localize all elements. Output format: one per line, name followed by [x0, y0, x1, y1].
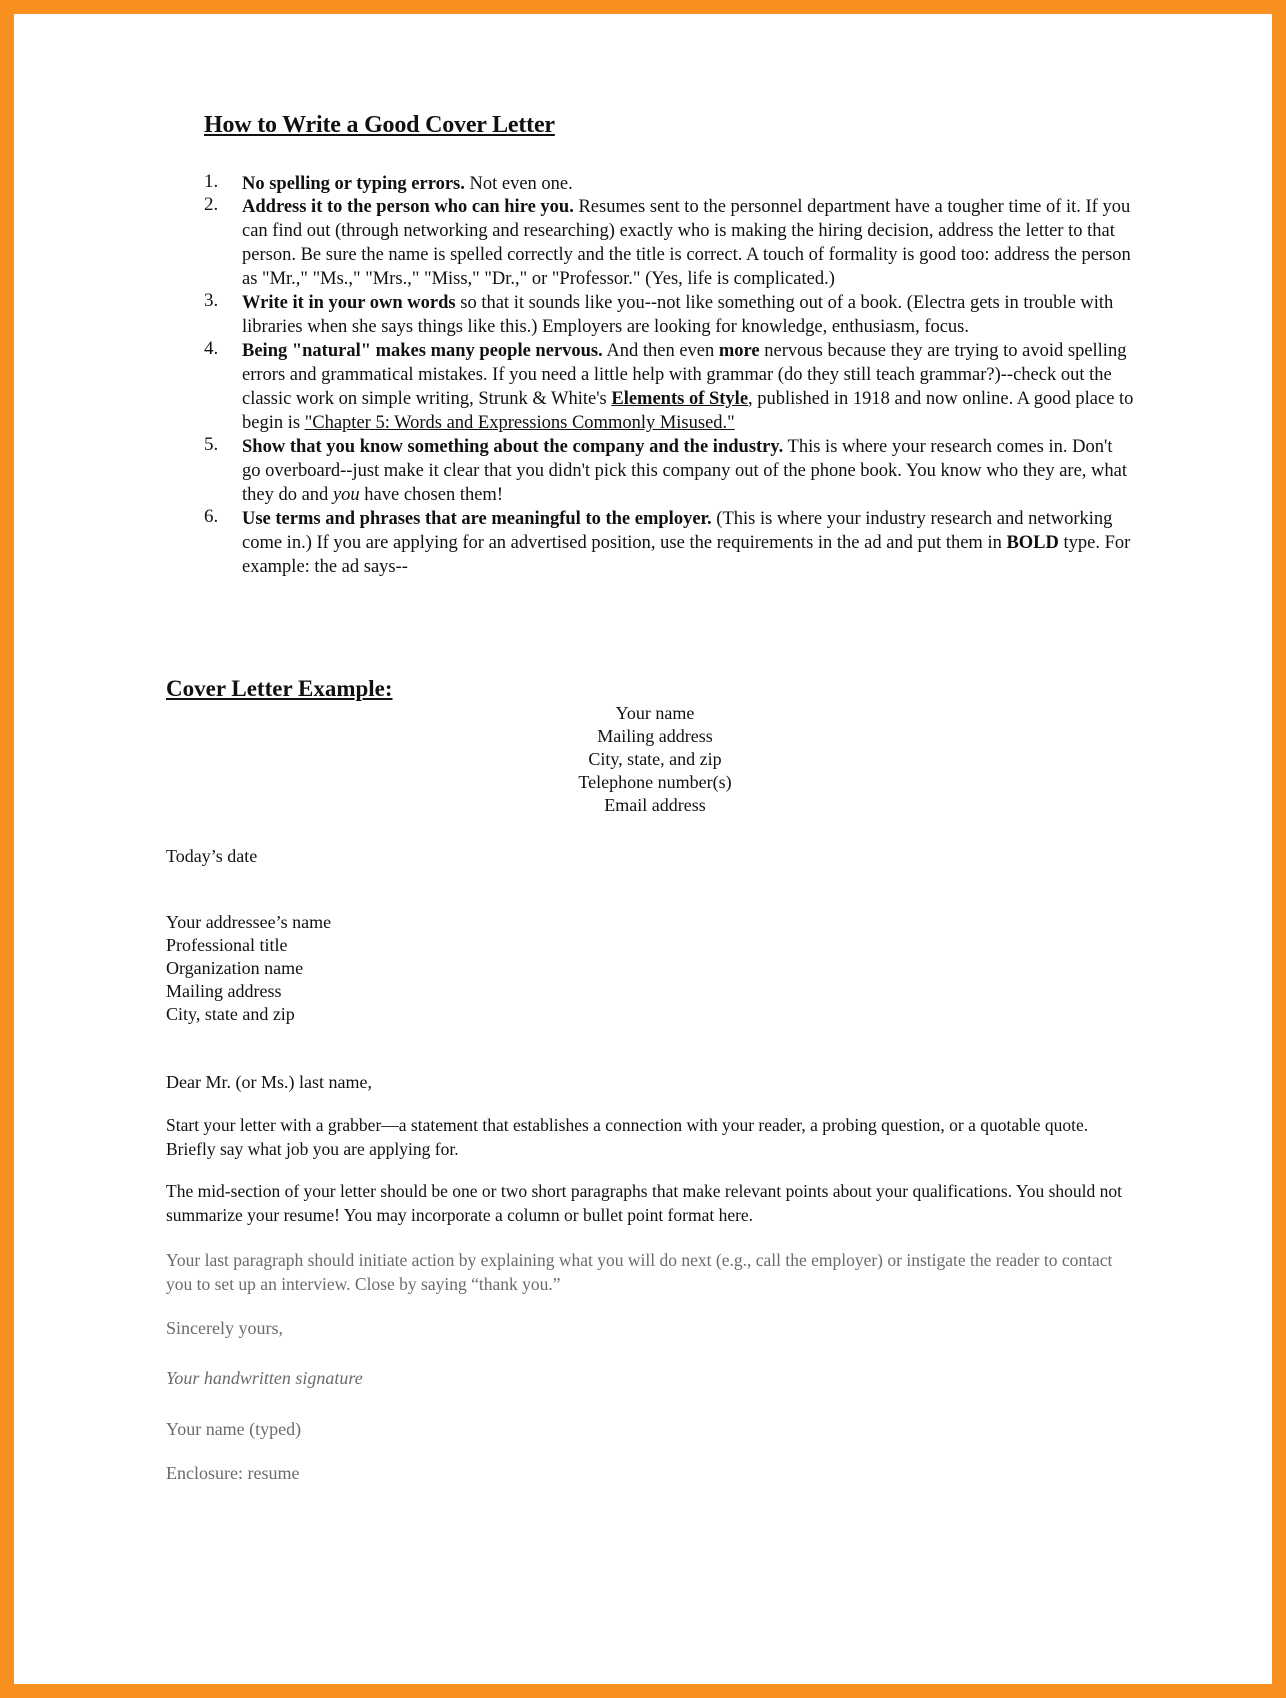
- signature-placeholder: Your handwritten signature: [166, 1368, 363, 1388]
- tip-text: nervous because they are trying to avoid spelling errors and grammatical mistakes. If you need a little help with grammar (do they still teach grammar?)--check out the classic work on simple writing, Strunk & White's: [242, 341, 1127, 409]
- tip-text: have chosen them!: [359, 485, 503, 505]
- tip-text: (This is where your industry research and networking come in.) If you are applying for an advertised position, use the requirements in the ad and put them in: [242, 509, 1113, 553]
- tip-text: type. For example: the ad says--: [242, 533, 1131, 577]
- tip-text: , published in 1918 and now online. A good place to begin is: [242, 389, 1134, 433]
- sender-city-state-zip: City, state, and zip: [588, 749, 722, 769]
- tip-text: And then even: [602, 341, 719, 361]
- tip-emphasis: you: [332, 485, 360, 505]
- tip-heading: Being "natural" makes many people nervous.: [242, 341, 603, 361]
- closing-phrase: Sincerely yours,: [166, 1318, 283, 1338]
- sender-telephone: Telephone number(s): [578, 772, 732, 792]
- letter-paragraph-middle: The mid-section of your letter should be one or two short paragraphs that make relevant points about your qualifications. You should not summarize your resume! You may incorporate a column or bullet point format here.: [166, 1181, 1122, 1225]
- tip-emphasis: more: [718, 341, 760, 361]
- letter-paragraph-closing: Your last paragraph should initiate action by explaining what you will do next (e.g., call the employer) or instigate the reader to contact you to set up an interview. Close by saying “thank you.”: [166, 1250, 1113, 1294]
- salutation: Dear Mr. (or Ms.) last name,: [166, 1072, 372, 1092]
- tip-heading: Use terms and phrases that are meaningful to the employer.: [242, 509, 712, 529]
- tip-number: 1.: [204, 171, 219, 192]
- tip-text: This is where your research comes in. Don't go overboard--just make it clear that you didn't pick this company out of the phone book. You know who they are, what they do and: [242, 437, 1127, 505]
- tip-emphasis: BOLD: [1006, 533, 1059, 553]
- tip-number: 3.: [204, 290, 219, 311]
- recipient-title: Professional title: [166, 935, 288, 955]
- page-title: How to Write a Good Cover Letter: [204, 112, 555, 138]
- sender-name: Your name: [615, 703, 695, 723]
- tip-number: 2.: [204, 194, 219, 215]
- tip-number: 5.: [204, 434, 219, 455]
- recipient-organization: Organization name: [166, 958, 304, 978]
- section-heading: Cover Letter Example:: [166, 676, 393, 701]
- enclosure-line: Enclosure: resume: [166, 1463, 300, 1483]
- elements-of-style-link[interactable]: Elements of Style: [611, 389, 749, 409]
- chapter-5-link[interactable]: "Chapter 5: Words and Expressions Commonly Misused.": [304, 413, 735, 433]
- tip-heading: Show that you know something about the company and the industry.: [242, 437, 784, 457]
- tip-heading: No spelling or typing errors.: [242, 174, 465, 194]
- tip-text: Not even one.: [464, 174, 573, 194]
- tip-text: so that it sounds like you--not like something out of a book. (Electra gets in trouble with libraries when she says things like this.) Employers are looking for knowledge, enthusiasm, focus.: [242, 293, 1114, 337]
- tip-text: Resumes sent to the personnel department have a tougher time of it. If you can find out (through networking and researching) exactly who is making the hiring decision, address the letter to that person. Be sure the name is spelled correctly and the title is correct. A touch of formality is good too: address the person as "Mr.," "Ms.," "Mrs.," "Miss," "Dr.," or "Professor." (Yes, life is complicated.): [242, 197, 1131, 289]
- typed-name: Your name (typed): [166, 1419, 302, 1439]
- letter-date: Today’s date: [166, 846, 258, 866]
- tip-number: 6.: [204, 506, 219, 527]
- tip-heading: Write it in your own words: [242, 293, 456, 313]
- recipient-name: Your addressee’s name: [166, 912, 332, 932]
- sender-mailing-address: Mailing address: [597, 726, 713, 746]
- tip-heading: Address it to the person who can hire you.: [242, 197, 574, 217]
- letter-paragraph-opening: Start your letter with a grabber—a statement that establishes a connection with your reader, a probing question, or a quotable quote. Briefly say what job you are applying for.: [166, 1115, 1089, 1159]
- sender-email: Email address: [604, 795, 706, 815]
- recipient-city-state-zip: City, state and zip: [166, 1004, 295, 1024]
- tip-number: 4.: [204, 338, 219, 359]
- recipient-mailing-address: Mailing address: [166, 981, 282, 1001]
